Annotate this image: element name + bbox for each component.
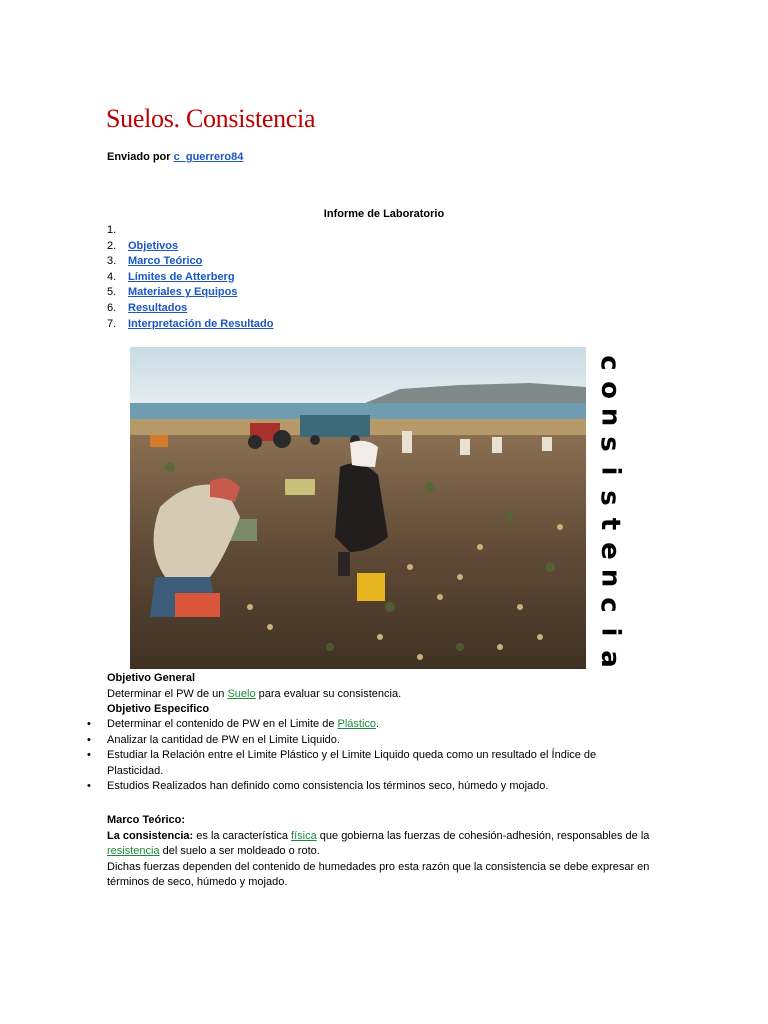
vertical-title-letter: s	[594, 489, 625, 506]
toc-link-marco-teorico[interactable]: Marco Teórico	[128, 255, 203, 268]
field-photo	[130, 347, 586, 669]
term: La consistencia:	[107, 829, 194, 842]
vertical-title-letter: n	[594, 568, 625, 588]
report-title: Informe de Laboratorio	[323, 208, 445, 220]
byline	[107, 151, 243, 163]
toc-number: 1.	[107, 224, 117, 236]
toc-item	[107, 254, 273, 270]
text-segment: del suelo a ser moldeado o roto.	[162, 845, 320, 858]
toc-item	[107, 223, 273, 239]
vertical-title-letter: c	[594, 355, 625, 371]
toc-link-interpretacion[interactable]: Interpretación de Resultado	[128, 317, 274, 330]
resistencia-link[interactable]: resistencia	[107, 845, 160, 858]
vertical-title-letter: t	[595, 518, 625, 531]
vertical-title-letter: o	[595, 380, 625, 399]
objetivo-especifico-heading: Objetivo Especifico	[107, 703, 210, 716]
page-title: Suelos. Consistencia	[106, 104, 316, 133]
vertical-title-letter: s	[594, 435, 625, 452]
toc-number: 4.	[107, 270, 117, 283]
author-link[interactable]: c_guerrero84	[173, 151, 244, 163]
toc-link-resultados[interactable]: Resultados	[128, 301, 188, 314]
objetivo-general	[107, 671, 401, 718]
toc-item	[107, 301, 273, 317]
fisica-link[interactable]: física	[291, 829, 317, 842]
toc-number: 2.	[107, 239, 117, 252]
text-segment: Analizar la cantidad de PW en el Limite Liquido.	[107, 733, 340, 746]
toc-number: 7.	[107, 317, 117, 330]
objetivo-general-text	[107, 687, 401, 703]
text-segment: Estudios Realizados han definido como consistencia los términos seco, húmedo y mojado.	[107, 780, 549, 793]
list-item	[85, 717, 645, 733]
text-segment: Determinar el contenido de PW en el Limite de	[107, 718, 335, 730]
toc-number: 5.	[107, 286, 117, 299]
toc-item	[107, 285, 273, 301]
plastico-link[interactable]: Plástico	[337, 718, 377, 730]
toc-item	[107, 270, 273, 286]
toc-number: 6.	[107, 301, 117, 314]
vertical-title-letter: c	[594, 597, 625, 613]
list-item	[85, 748, 645, 779]
marco-teorico-paragraph-2: Dichas fuerzas dependen del contenido de humedades pro esta razón que la consistencia se debe expresar en términos de seco, húmedo y mojado.	[107, 860, 650, 889]
vertical-title-letter: i	[594, 627, 625, 637]
objetivos-list	[85, 717, 645, 795]
vertical-title	[590, 352, 630, 670]
vertical-title-letter: i	[594, 466, 625, 476]
sent-by-label: Enviado por	[107, 151, 171, 163]
suelo-link[interactable]: Suelo	[227, 687, 256, 700]
text-segment: .	[376, 718, 380, 730]
toc-link-objetivos[interactable]: Objetivos	[128, 239, 179, 252]
toc-item	[107, 239, 273, 255]
text-segment: que gobierna las fuerzas de cohesión-adhesión, responsables de la	[319, 829, 650, 842]
toc-item	[107, 317, 273, 333]
table-of-contents	[107, 223, 273, 332]
objetivo-general-heading: Objetivo General	[107, 672, 196, 684]
vertical-title-letter: a	[594, 650, 625, 668]
marco-teorico	[107, 813, 662, 891]
list-item	[85, 733, 645, 749]
toc-link-materiales[interactable]: Materiales y Equipos	[128, 286, 238, 299]
vertical-title-letter: n	[594, 407, 625, 427]
text-segment: es la característica	[196, 829, 288, 842]
vertical-title-letter: e	[594, 542, 625, 561]
text-segment: Estudiar la Relación entre el Limite Plástico y el Limite Liquido queda como un resultado el Índice de Plasticidad.	[107, 749, 597, 777]
marco-teorico-paragraph	[107, 829, 662, 860]
toc-link-limites[interactable]: Límites de Atterberg	[128, 270, 235, 283]
list-item	[85, 779, 645, 795]
marco-teorico-heading: Marco Teórico:	[107, 814, 186, 826]
text-segment: Determinar el PW de un	[107, 687, 225, 700]
toc-number: 3.	[107, 255, 117, 268]
text-segment: para evaluar su consistencia.	[258, 687, 402, 700]
